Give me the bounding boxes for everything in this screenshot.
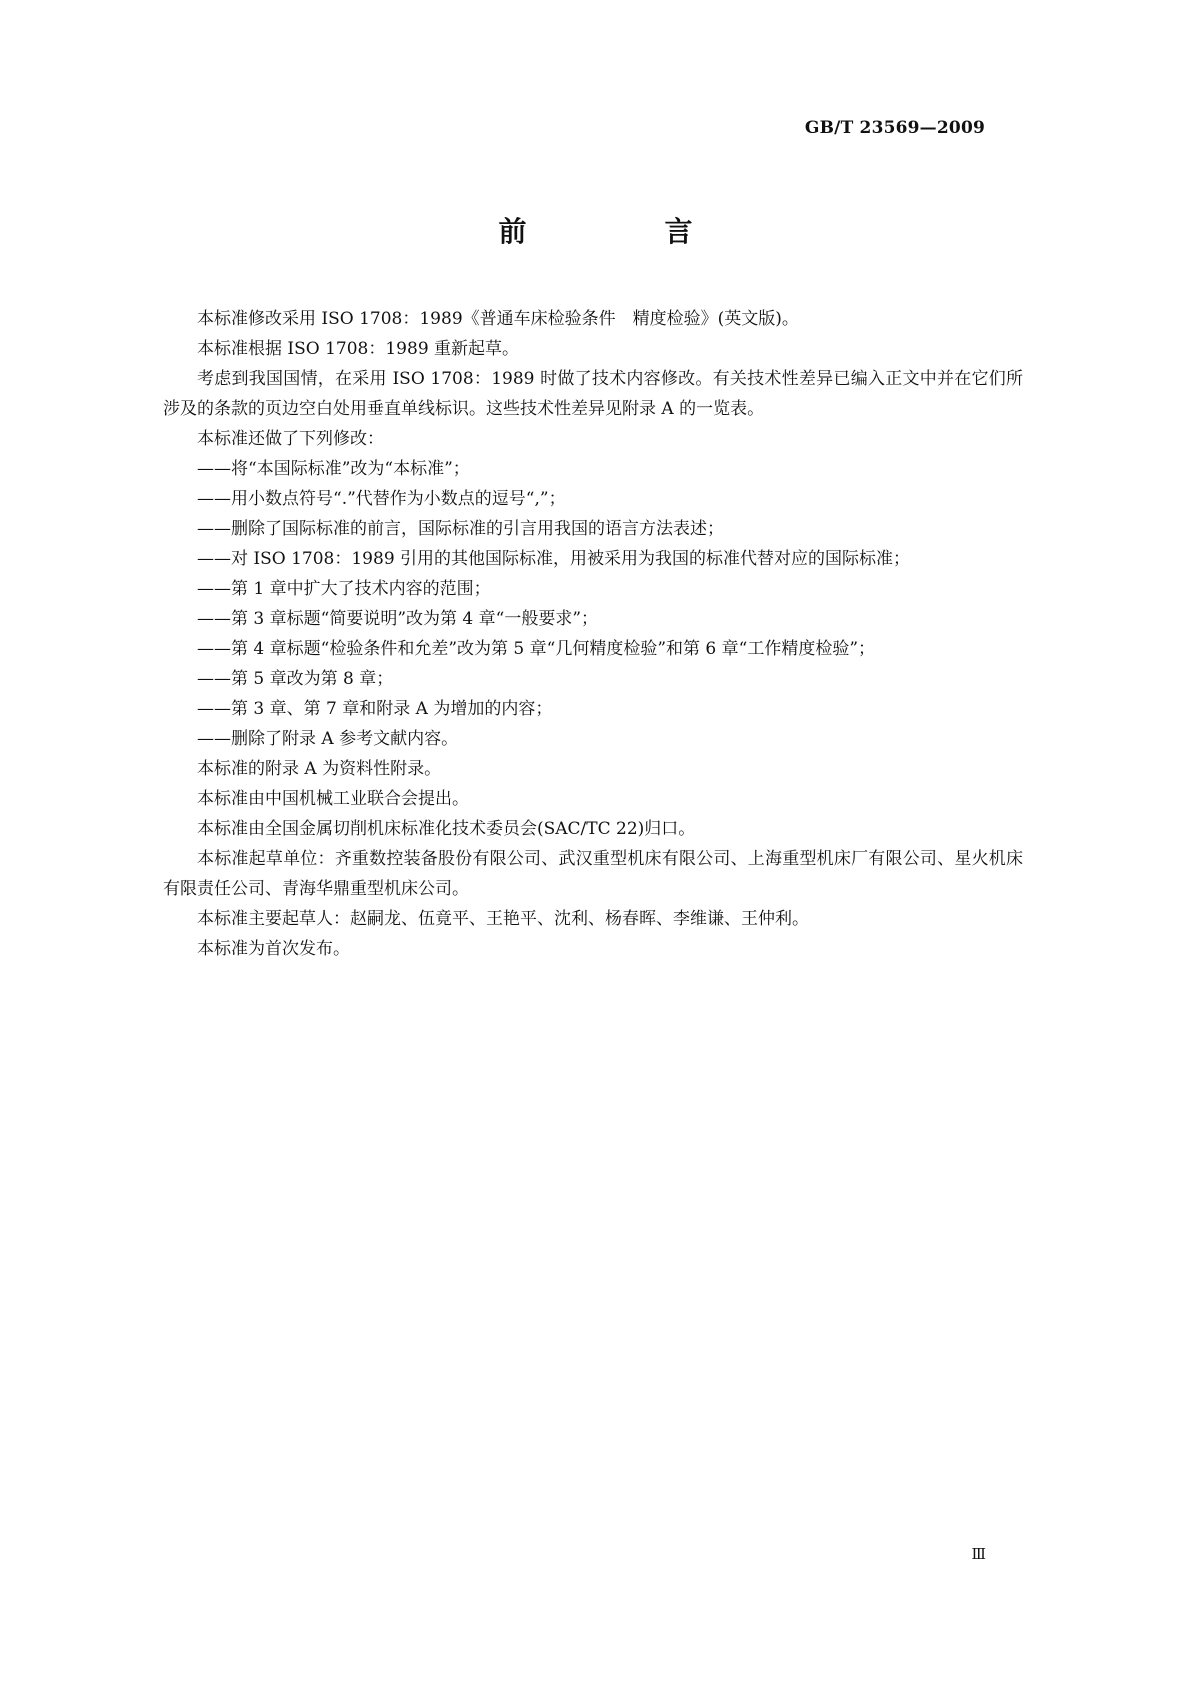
list-item: ——第 5 章改为第 8 章；: [197, 669, 394, 689]
list-item: ——将“本国际标准”改为“本标准”；: [197, 459, 470, 479]
paragraph-changes-intro: 本标准还做了下列修改：: [197, 429, 384, 449]
paragraph-centralized-by: 本标准由全国金属切削机床标准化技术委员会(SAC/TC 22)归口。: [197, 819, 696, 839]
paragraph-annex: 本标准的附录 A 为资料性附录。: [197, 759, 442, 779]
paragraph-adoption: 本标准修改采用 ISO 1708：1989《普通车床检验条件 精度检验》(英文版)。: [197, 309, 799, 329]
list-item: ——第 3 章标题“简要说明”改为第 4 章“一般要求”；: [197, 609, 599, 629]
standard-code: GB/T 23569—2009: [804, 118, 985, 138]
paragraph-technical-differences: 考虑到我国国情，在采用 ISO 1708：1989 时做了技术内容修改。有关技术性差异已编入正文中并在它们所涉及的条款的页边空白处用垂直单线标识。这些技术性差异见附录 A 的一览表。: [163, 369, 1023, 419]
list-item: ——删除了国际标准的前言，国际标准的引言用我国的语言方法表述；: [197, 519, 724, 539]
paragraph-proposed-by: 本标准由中国机械工业联合会提出。: [197, 789, 469, 809]
list-item: ——第 1 章中扩大了技术内容的范围；: [197, 579, 491, 599]
paragraph-redraft: 本标准根据 ISO 1708：1989 重新起草。: [197, 339, 520, 359]
list-item: ——用小数点符号“.”代替作为小数点的逗号“,”；: [197, 489, 566, 509]
paragraph-drafting-units: 本标准起草单位：齐重数控装备股份有限公司、武汉重型机床有限公司、上海重型机床厂有限公司、星火机床有限责任公司、青海华鼎重型机床公司。: [163, 849, 1023, 899]
list-item: ——对 ISO 1708：1989 引用的其他国际标准，用被采用为我国的标准代替对应的国际标准；: [197, 549, 911, 569]
list-item: ——删除了附录 A 参考文献内容。: [197, 729, 459, 749]
page-title: 前 言: [498, 215, 748, 248]
foreword-body: [163, 304, 1023, 964]
paragraph-first-issue: 本标准为首次发布。: [197, 939, 350, 959]
changes-list: [163, 454, 1023, 754]
list-item: ——第 3 章、第 7 章和附录 A 为增加的内容；: [197, 699, 553, 719]
page-number: Ⅲ: [971, 1545, 985, 1563]
paragraph-drafters: 本标准主要起草人：赵嗣龙、伍竟平、王艳平、沈利、杨春晖、李维谦、王仲利。: [197, 909, 809, 929]
list-item: ——第 4 章标题“检验条件和允差”改为第 5 章“几何精度检验”和第 6 章“工作精度检验”；: [197, 639, 876, 659]
